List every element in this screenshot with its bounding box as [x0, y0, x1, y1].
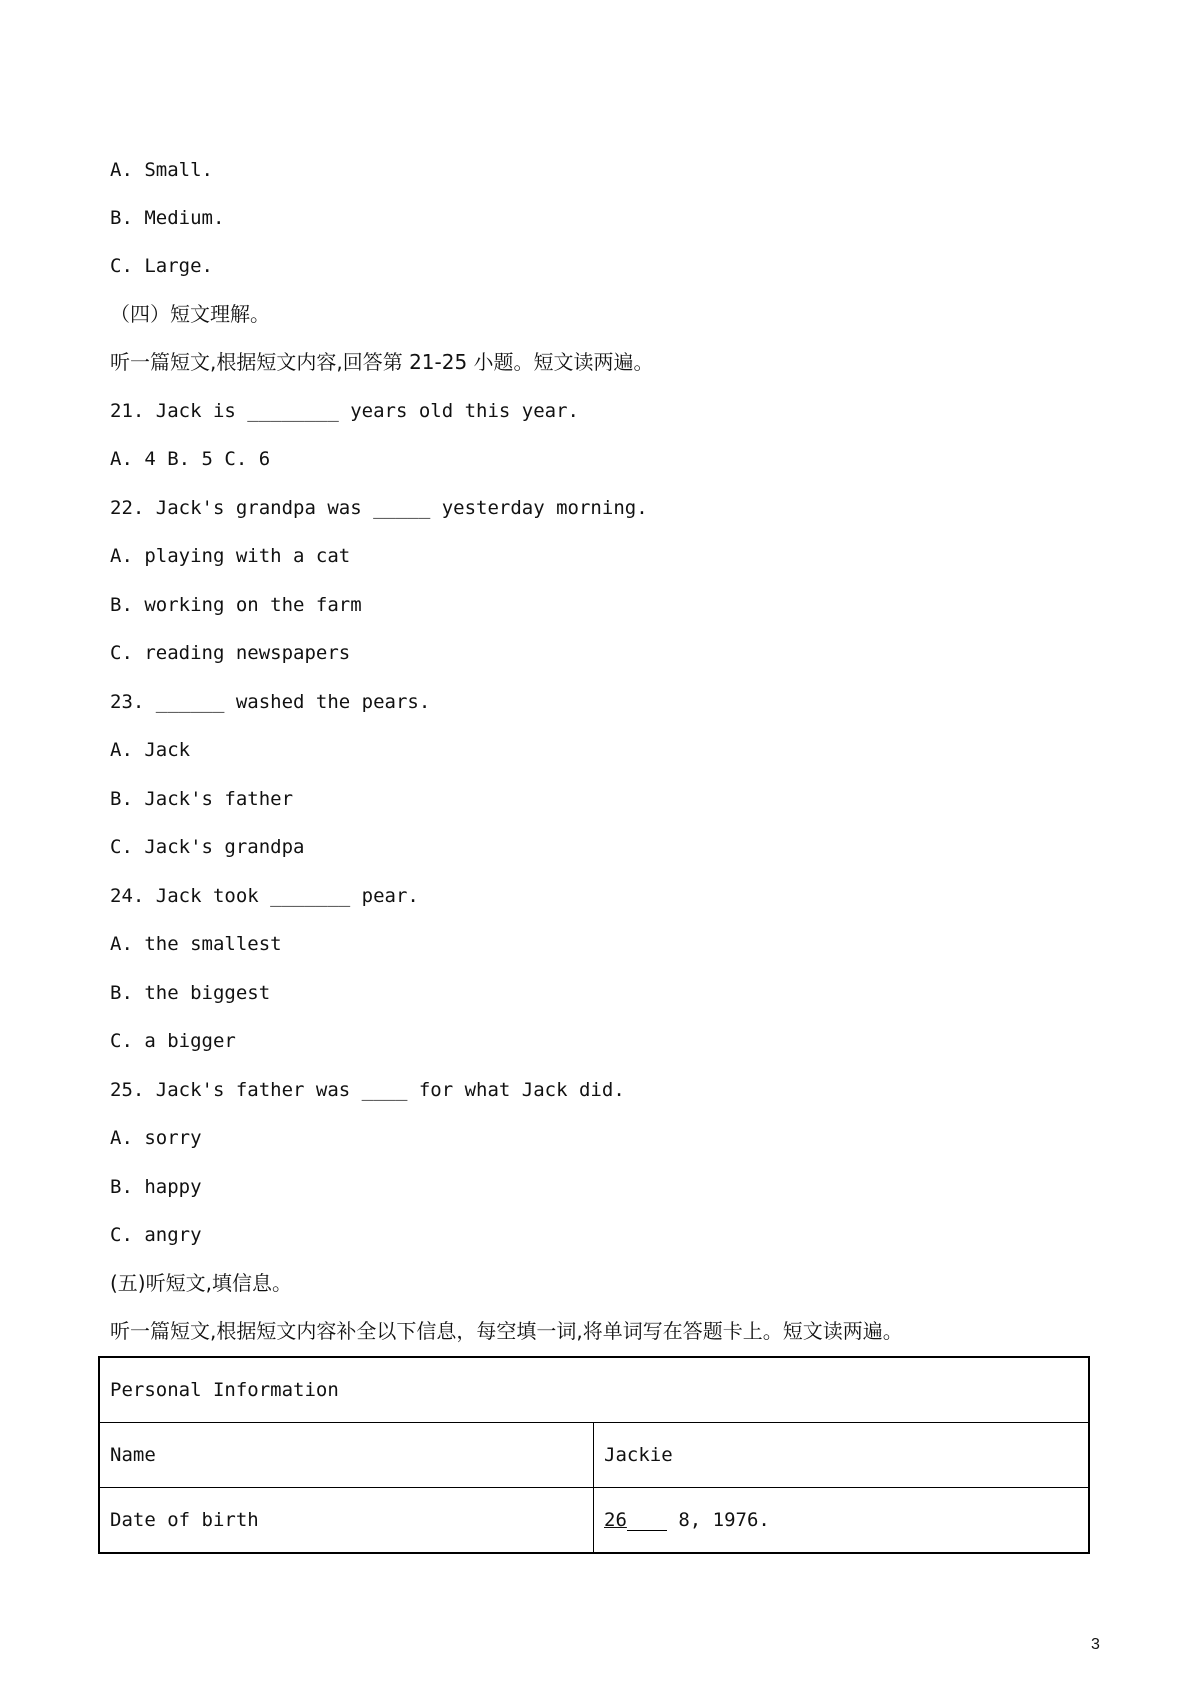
personal-info-table — [98, 1356, 1090, 1554]
table-value — [594, 1488, 1090, 1554]
section-instruction: 听一篇短文,根据短文内容,回答第 21-25 小题。短文读两遍。 — [110, 350, 654, 374]
table-title: Personal Information — [99, 1357, 1089, 1423]
answer-blank — [627, 1512, 667, 1531]
page-number: 3 — [1091, 1636, 1100, 1653]
underlined-answer: 26 — [604, 1509, 627, 1531]
option-line: C. Jack's grandpa — [110, 836, 305, 858]
option-line: A. playing with a cat — [110, 545, 351, 567]
question-stem: 24. Jack took _______ pear. — [110, 885, 419, 907]
option-line: A. Small. — [110, 159, 213, 181]
section-instruction: 听一篇短文,根据短文内容补全以下信息，每空填一词,将单词写在答题卡上。短文读两遍。 — [110, 1319, 903, 1343]
option-line: C. reading newspapers — [110, 642, 351, 664]
option-line: C. a bigger — [110, 1030, 236, 1052]
option-line: C. Large. — [110, 255, 213, 277]
question-stem: 25. Jack's father was ____ for what Jack did. — [110, 1079, 625, 1101]
option-line: C. angry — [110, 1224, 202, 1246]
table-label: Date of birth — [99, 1488, 594, 1554]
option-line: B. happy — [110, 1176, 202, 1198]
option-line: A. the smallest — [110, 933, 282, 955]
table-row — [99, 1423, 1089, 1488]
option-line: B. Jack's father — [110, 788, 294, 810]
table-value-rest: 8, 1976. — [678, 1509, 770, 1531]
option-line: B. working on the farm — [110, 594, 362, 616]
table-row — [99, 1357, 1089, 1423]
table-value: Jackie — [594, 1423, 1090, 1488]
question-stem: 21. Jack is ________ years old this year. — [110, 400, 579, 422]
option-line: A. sorry — [110, 1127, 202, 1149]
option-line: B. the biggest — [110, 982, 271, 1004]
question-stem: 23. ______ washed the pears. — [110, 691, 431, 713]
question-stem: 22. Jack's grandpa was _____ yesterday morning. — [110, 497, 648, 519]
section-heading: （四）短文理解。 — [110, 302, 270, 326]
table-label: Name — [99, 1423, 594, 1488]
table-row — [99, 1488, 1089, 1554]
section-heading: (五)听短文,填信息。 — [110, 1271, 292, 1295]
option-line: B. Medium. — [110, 207, 225, 229]
option-line: A. 4 B. 5 C. 6 — [110, 448, 271, 470]
option-line: A. Jack — [110, 739, 191, 761]
